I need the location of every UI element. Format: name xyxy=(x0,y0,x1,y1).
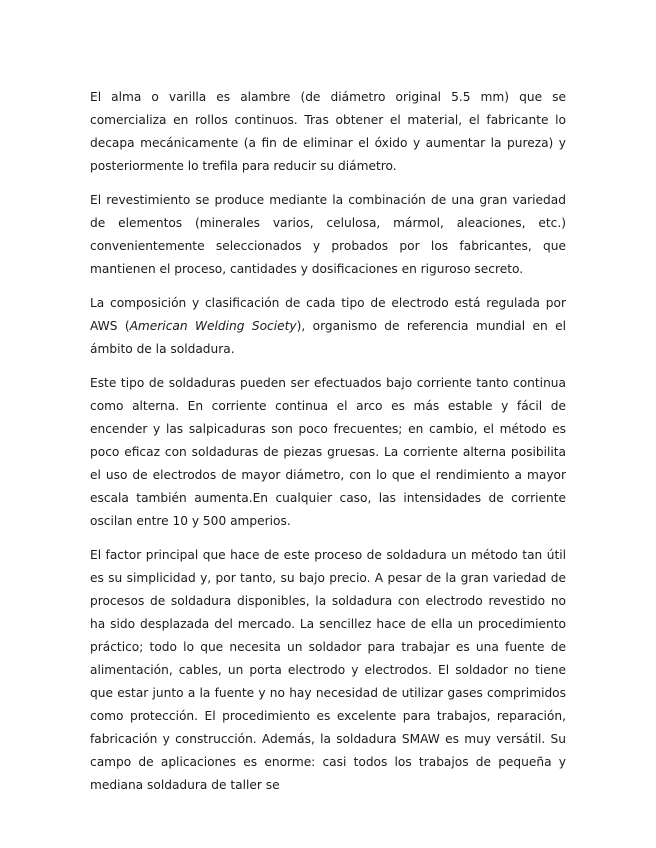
paragraph-composicion-start: La composición y clasificación de cada tipo de electrodo está regulada por AWS ( xyxy=(90,296,566,333)
paragraph-factor-principal: El factor principal que hace de este proceso de soldadura un método tan útil es su simplicidad y, por tanto, su bajo precio. A pesar de la gran variedad de procesos de soldadura disponibles, la soldadura con electrodo revestido no ha sido desplazada del mercado. La sencillez hace de ella un procedimiento práctico; todo lo que necesita un soldador para trabajar es una fuente de alimentación, cables, un porta electrodo y electrodos. El soldador no tiene que estar junto a la fuente y no hay necesidad de utilizar gases comprimidos como protección. El procedimiento es excelente para trabajos, reparación, fabricación y construcción. Además, la soldadura SMAW es muy versátil. Su campo de aplicaciones es enorme: casi todos los trabajos de pequeña y mediana soldadura de taller se xyxy=(90,548,566,792)
paragraph-corriente: Este tipo de soldaduras pueden ser efectuados bajo corriente tanto continua como alterna. En corriente continua el arco es más estable y fácil de encender y las salpicaduras son poco frecuentes; en cambio, el método es poco eficaz con soldaduras de piezas gruesas. La corriente alterna posibilita el uso de electrodos de mayor diámetro, con lo que el rendimiento a mayor escala también aumenta.En cualquier caso, las intensidades de corriente oscilan entre 10 y 500 amperios. xyxy=(90,376,566,528)
aws-full-name: American Welding Society xyxy=(129,319,297,333)
document-body xyxy=(90,86,566,797)
paragraph-alma: El alma o varilla es alambre (de diámetro original 5.5 mm) que se comercializa en rollos continuos. Tras obtener el material, el fabricante lo decapa mecánicamente (a fin de eliminar el óxido y aumentar la pureza) y posteriormente lo trefila para reducir su diámetro. xyxy=(90,90,566,173)
paragraph-composicion-end: ), organismo de referencia mundial en el ámbito de la soldadura. xyxy=(90,319,566,356)
paragraph-revestimiento: El revestimiento se produce mediante la combinación de una gran variedad de elementos (minerales varios, celulosa, mármol, aleaciones, etc.) convenientemente seleccionados y probados por los fabricantes, que mantienen el proceso, cantidades y dosificaciones en riguroso secreto. xyxy=(90,193,566,276)
paragraph-composicion xyxy=(90,292,566,361)
